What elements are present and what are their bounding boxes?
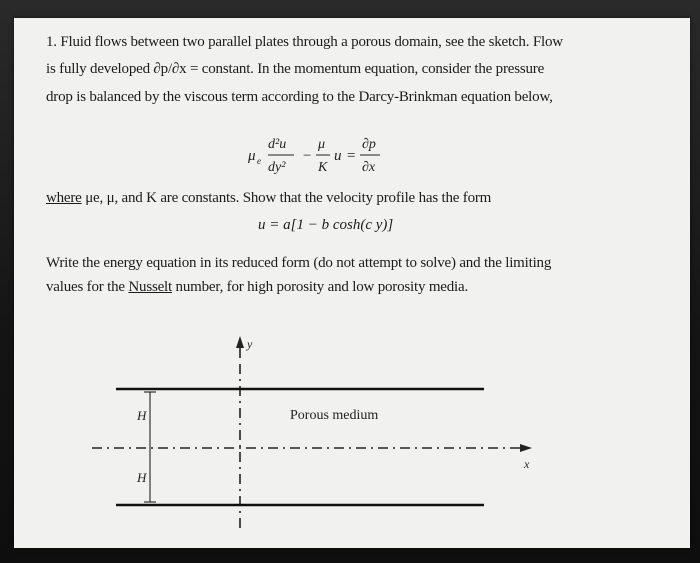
channel-sketch <box>14 18 690 548</box>
nusselt-word: Nusselt <box>128 279 172 295</box>
x-axis-label: x <box>524 457 530 471</box>
y-axis-arrow <box>236 336 244 348</box>
x-axis-arrow <box>520 444 532 452</box>
h-lower-label: H <box>137 470 147 485</box>
problem-line-6-b: number, for high porosity and low porosity media. <box>172 279 469 295</box>
velocity-profile-equation: u = a[1 − b cosh(c y)] <box>258 217 394 233</box>
eq-coef: μ <box>248 148 256 164</box>
eq-frac3-num: ∂p <box>362 137 376 152</box>
paper-sheet <box>14 18 690 548</box>
eq-frac3-den: ∂x <box>362 160 376 175</box>
eq-frac2-den: K <box>318 160 328 175</box>
eq-u: u <box>334 148 342 164</box>
problem-line-2: is fully developed ∂p/∂x = constant. In the momentum equation, consider the pressure <box>46 61 545 77</box>
eq-minus: − <box>302 148 313 164</box>
eq-frac2-num: μ <box>318 137 326 152</box>
problem-line-4-rest: μe, μ, and K are constants. Show that the velocity profile has the form <box>81 190 492 206</box>
h-upper-label: H <box>137 408 147 423</box>
porous-medium-label: Porous medium <box>290 408 379 423</box>
eq-frac1-num: d²u <box>268 137 287 152</box>
problem-line-3: drop is balanced by the viscous term according to the Darcy-Brinkman equation below, <box>46 89 553 105</box>
where-word: where <box>46 190 82 206</box>
eq-coef-sub: e <box>257 156 261 166</box>
y-axis-label: y <box>247 337 253 351</box>
eq-equals: = <box>346 148 357 164</box>
problem-line-5: Write the energy equation in its reduced form (do not attempt to solve) and the limiting <box>46 255 552 271</box>
problem-line-6-a: values for the <box>46 279 129 295</box>
problem-line-1: 1. Fluid flows between two parallel plates through a porous domain, see the sketch. Flow <box>46 34 563 50</box>
eq-frac1-den: dy² <box>268 160 286 175</box>
